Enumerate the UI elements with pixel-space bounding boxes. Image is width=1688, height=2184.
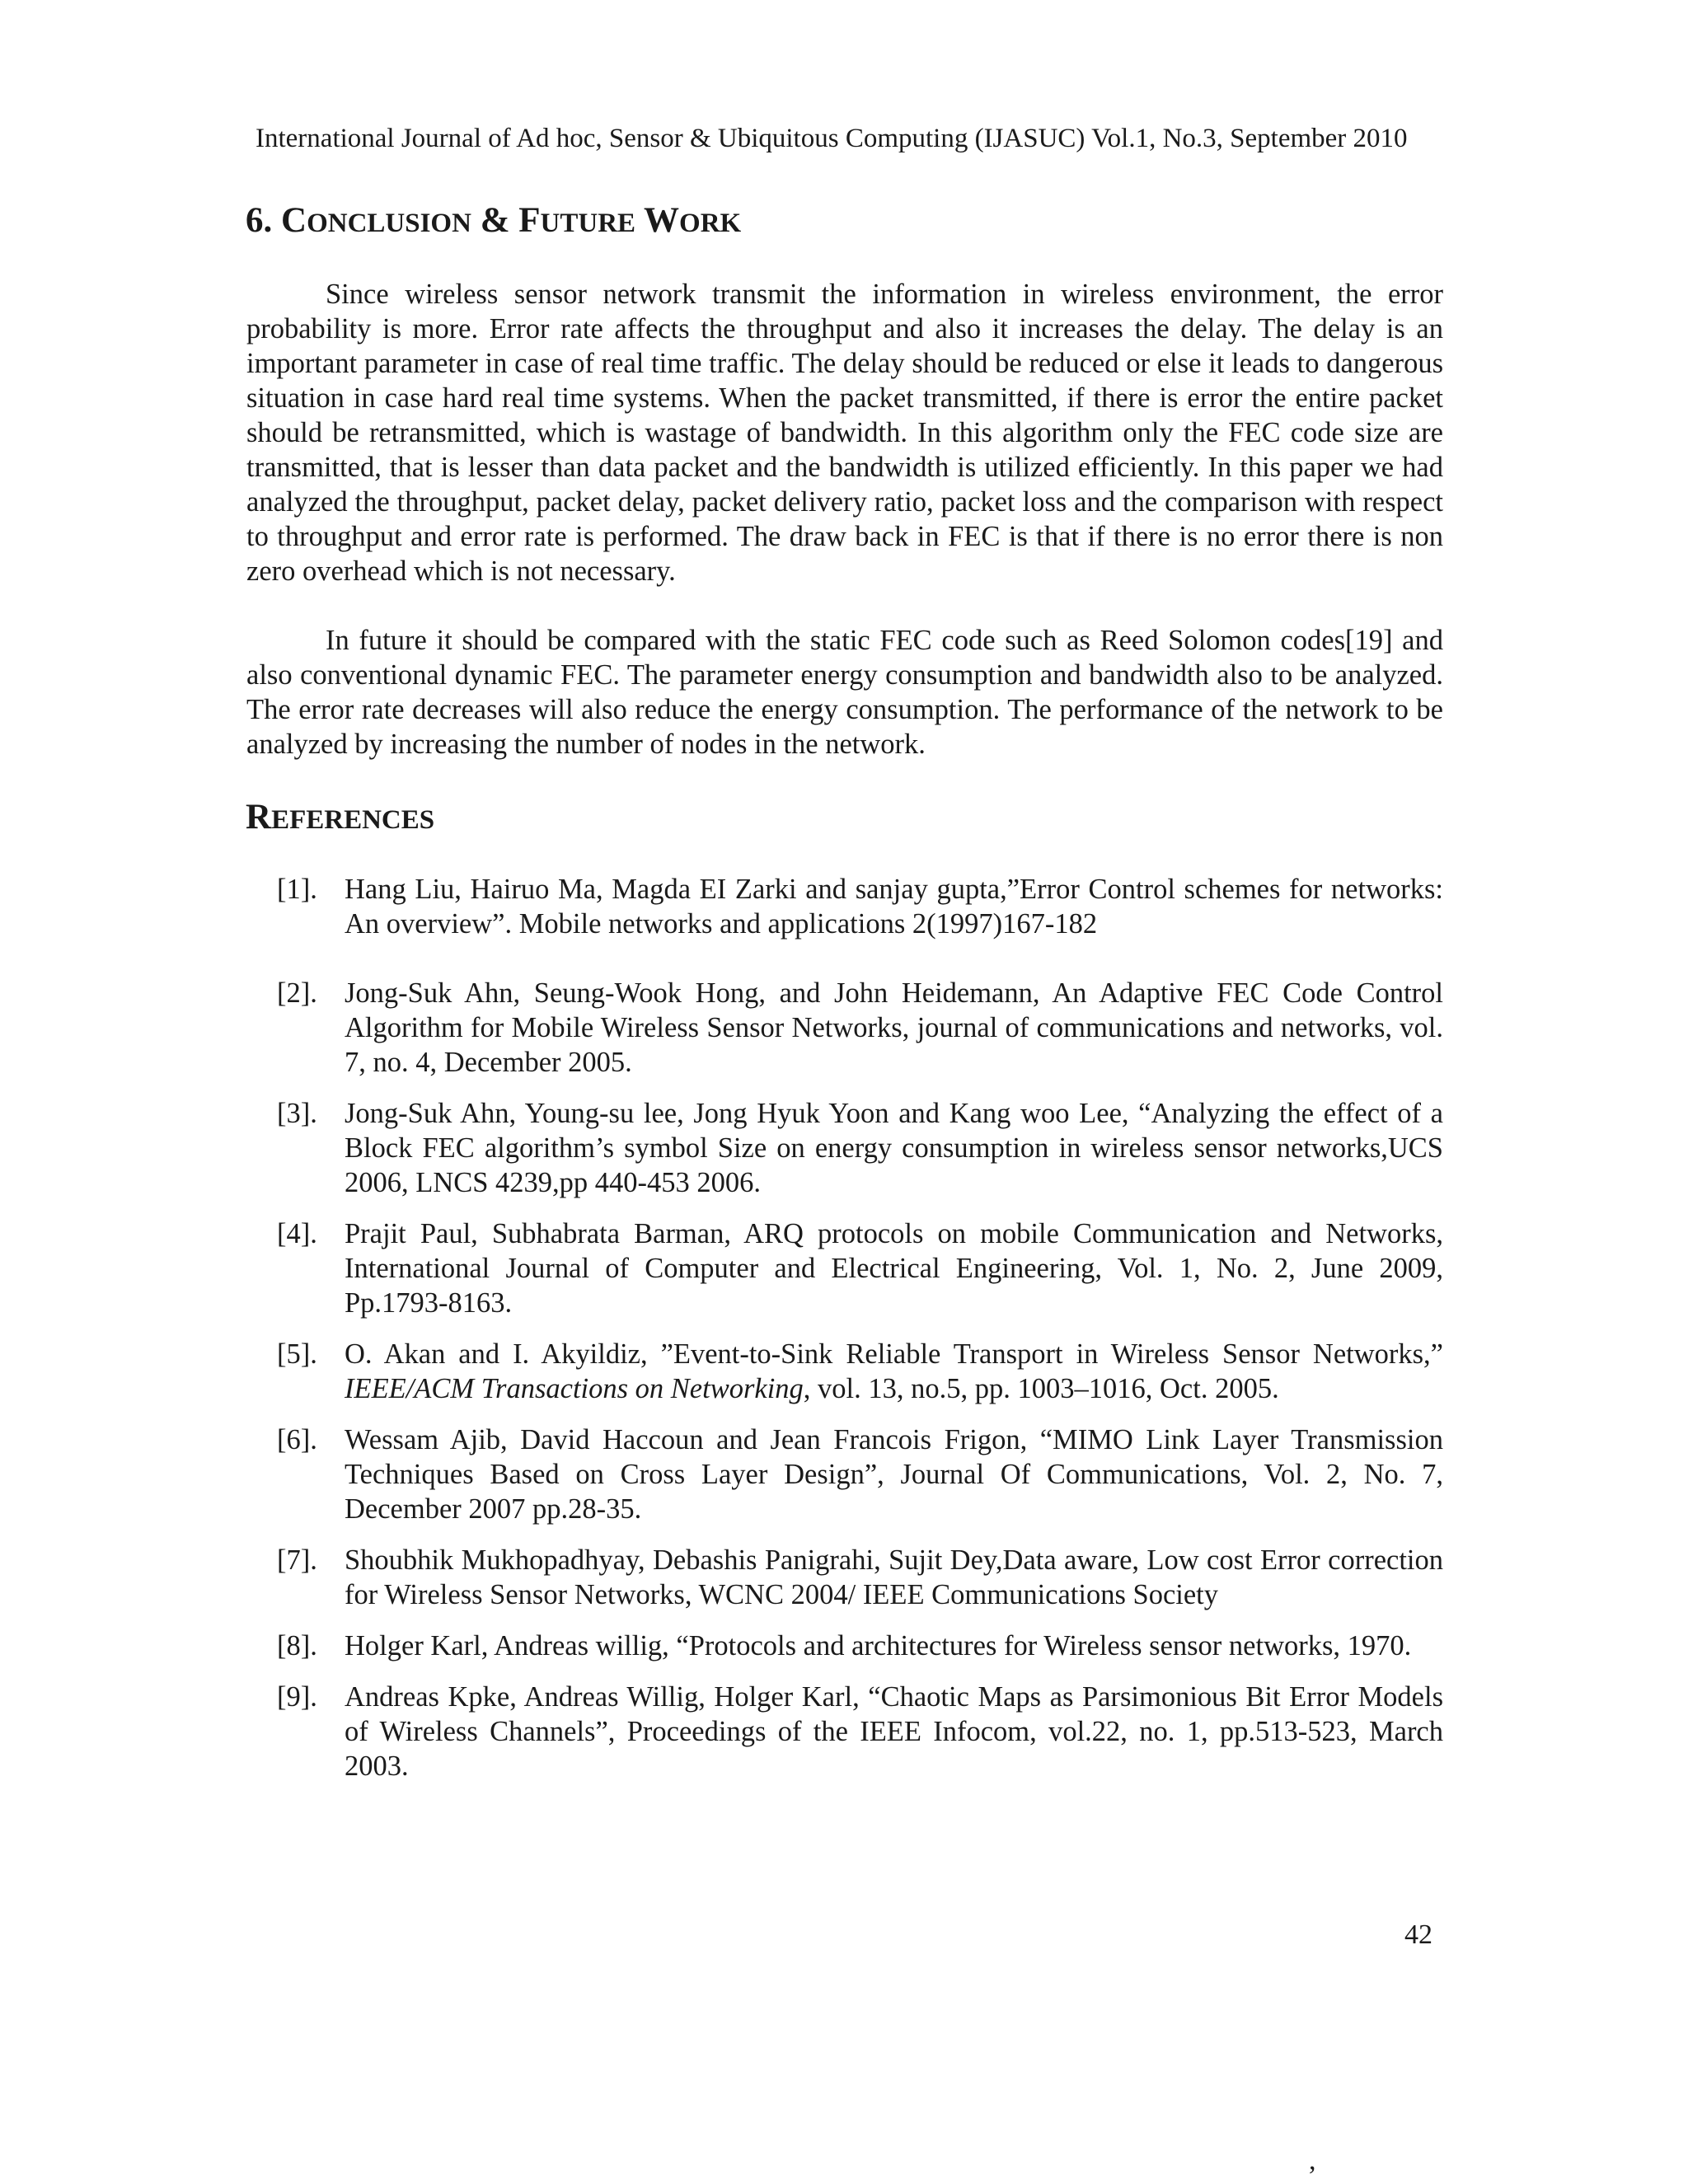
body-paragraph: Since wireless sensor network transmit the information in wireless environment, the error probability is more. Error rate affects the throughput and also it increases the delay. The delay is an important parameter in case of real time traffic. The delay should be reduced or else it leads to dangerous situation in case hard real time systems. When the packet transmitted, if there is error the entire packet should be retransmitted, which is wastage of bandwidth. In this algorithm only the FEC code size are transmitted, that is lesser than data packet and the bandwidth is utilized efficiently. In this paper we had analyzed the throughput, packet delay, packet delivery ratio, packet loss and the comparison with respect to throughput and error rate is performed. The draw back in FEC is that if there is no error there is non zero overhead which is not necessary.	[246, 279, 1443, 587]
references-heading-initial: R	[246, 798, 272, 837]
reference-text: Holger Karl, Andreas willig, “Protocols and architectures for Wireless sensor networks, 1970.	[345, 1630, 1412, 1661]
reference-number: [2].	[277, 977, 317, 1009]
reference-number: [7].	[277, 1544, 317, 1576]
reference-text: Andreas Kpke, Andreas Willig, Holger Karl, “Chaotic Maps as Parsimonious Bit Error Models of Wireless Channels”, Proceedings of the IEEE Infocom, vol.22, no. 1, pp.513-523, March 2003.	[345, 1681, 1443, 1782]
reference-number: [6].	[277, 1424, 317, 1455]
reference-number: [4].	[277, 1218, 317, 1249]
running-head: International Journal of Ad hoc, Sensor & Ubiquitous Computing (IJASUC) Vol.1, No.3, September 2010	[256, 124, 1408, 153]
stray-mark: ,	[1309, 2145, 1316, 2176]
reference-text-part: O. Akan and I. Akyildiz, ”Event-to-Sink Reliable Transport in Wireless Sensor Networks,”	[345, 1338, 1443, 1370]
reference-number: [9].	[277, 1681, 317, 1713]
reference-item	[277, 1216, 1443, 1320]
reference-list	[277, 872, 1443, 1800]
reference-text	[345, 1337, 1443, 1406]
reference-item	[277, 1680, 1443, 1783]
reference-item	[277, 976, 1443, 1080]
reference-item	[277, 1337, 1443, 1406]
section-heading-part: W	[635, 201, 680, 240]
reference-text: Jong-Suk Ahn, Young-su lee, Jong Hyuk Yoon and Kang woo Lee, “Analyzing the effect of a Block FEC algorithm’s symbol Size on energy consumption in wireless sensor networks,UCS 2006, LNCS 4239,pp 440-453 2006.	[345, 1098, 1443, 1198]
reference-item	[277, 1422, 1443, 1526]
reference-number: [1].	[277, 874, 317, 905]
reference-text-part: , vol. 13, no.5, pp. 1003–1016, Oct. 2005.	[803, 1373, 1279, 1404]
reference-number: [8].	[277, 1630, 317, 1661]
page-number: 42	[1404, 1919, 1432, 1950]
body-paragraph: In future it should be compared with the static FEC code such as Reed Solomon codes[19] and also conventional dynamic FEC. The parameter energy consumption and bandwidth also to be analyzed. The error rate decreases will also reduce the energy consumption. The performance of the network to be analyzed by increasing the number of nodes in the network.	[246, 625, 1443, 760]
reference-text: Shoubhik Mukhopadhyay, Debashis Panigrahi, Sujit Dey,Data aware, Low cost Error correction for Wireless Sensor Networks, WCNC 2004/ IEEE Communications Society	[345, 1544, 1443, 1610]
section-heading-part: ONCLUSION	[307, 209, 471, 238]
reference-item	[277, 872, 1443, 941]
section-heading-part: ORK	[679, 209, 742, 238]
reference-text: Prajit Paul, Subhabrata Barman, ARQ protocols on mobile Communication and Networks, International Journal of Computer and Electrical Engineering, Vol. 1, No. 2, June 2009, Pp.1793-8163.	[345, 1218, 1443, 1319]
reference-number: [3].	[277, 1098, 317, 1129]
reference-text: Hang Liu, Hairuo Ma, Magda EI Zarki and sanjay gupta,”Error Control schemes for networks: An overview”. Mobile networks and applications 2(1997)167-182	[345, 874, 1443, 940]
reference-text: Jong-Suk Ahn, Seung-Wook Hong, and John Heidemann, An Adaptive FEC Code Control Algorithm for Mobile Wireless Sensor Networks, journal of communications and networks, vol. 7, no. 4, December 2005.	[345, 977, 1443, 1078]
reference-text: Wessam Ajib, David Haccoun and Jean Francois Frigon, “MIMO Link Layer Transmission Techniques Based on Cross Layer Design”, Journal Of Communications, Vol. 2, No. 7, December 2007 pp.28-35.	[345, 1424, 1443, 1525]
reference-item	[277, 1096, 1443, 1200]
section-heading	[246, 199, 741, 245]
reference-number: [5].	[277, 1338, 317, 1370]
section-heading-part: UTURE	[540, 209, 636, 238]
section-heading-number: 6. C	[246, 201, 307, 240]
section-heading-part: & F	[471, 201, 541, 240]
reference-item	[277, 1629, 1443, 1663]
references-heading-rest: EFERENCES	[271, 805, 435, 835]
reference-journal-title: IEEE/ACM Transactions on Networking	[345, 1373, 804, 1404]
reference-item	[277, 1543, 1443, 1612]
references-heading	[246, 796, 434, 841]
